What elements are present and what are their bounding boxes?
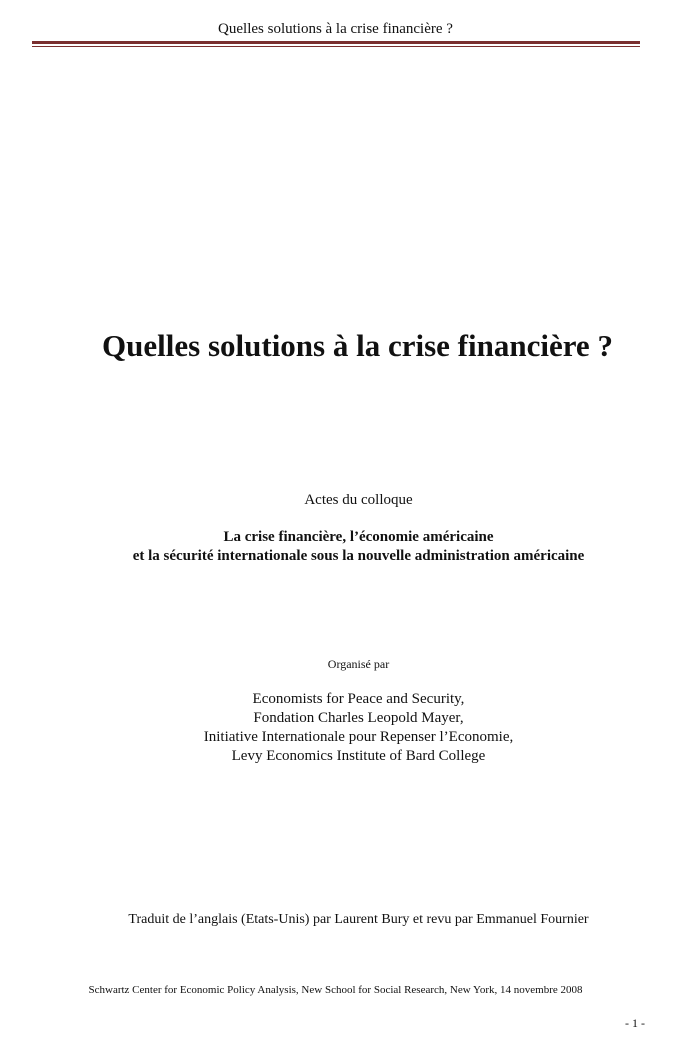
organiser-item: Fondation Charles Leopold Mayer, bbox=[253, 710, 464, 726]
colloquium-title-line: et la sécurité internationale sous la nouvelle administration américaine bbox=[132, 548, 585, 564]
page-number: - 1 - bbox=[625, 1016, 645, 1030]
organiser-item: Initiative Internationale pour Repenser l’Economie, bbox=[203, 729, 514, 745]
venue-footer: Schwartz Center for Economic Policy Analysis, New School for Social Research, New York, 14 novembre 2008 bbox=[88, 984, 583, 996]
translation-credit: Traduit de l’anglais (Etats-Unis) par Laurent Bury et revu par Emmanuel Fournier bbox=[128, 912, 589, 927]
organiser-item: Levy Economics Institute of Bard College bbox=[231, 748, 486, 764]
document-title: Quelles solutions à la crise financière ? bbox=[102, 328, 613, 363]
colloquium-title-line: La crise financière, l’économie américaine bbox=[223, 529, 494, 545]
organisers-list bbox=[0, 690, 675, 766]
header-rule-thin bbox=[32, 46, 640, 47]
running-header: Quelles solutions à la crise financière ? bbox=[218, 21, 453, 37]
organised-by-label: Organisé par bbox=[327, 657, 390, 671]
colloquium-title bbox=[0, 528, 675, 566]
header-rule bbox=[32, 41, 640, 44]
proceedings-label: Actes du colloque bbox=[304, 492, 413, 508]
organiser-item: Economists for Peace and Security, bbox=[252, 691, 465, 707]
